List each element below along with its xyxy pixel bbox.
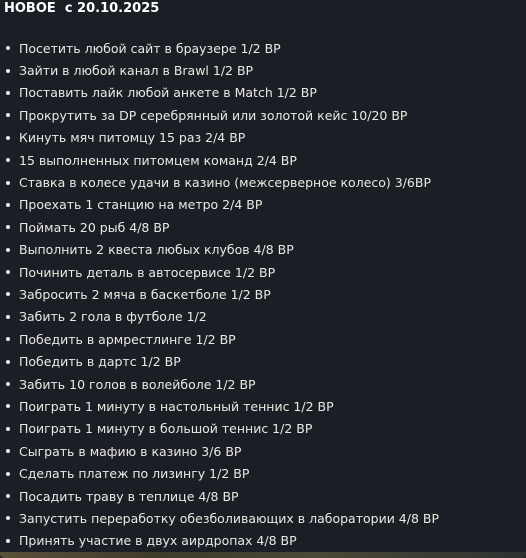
task-item [0, 59, 439, 81]
task-item [0, 239, 439, 261]
task-text: Поиграть 1 минуту в настольный теннис 1/2 BP [19, 398, 334, 414]
bullet-icon [6, 91, 10, 95]
task-list [0, 37, 439, 552]
bullet-icon [6, 292, 10, 296]
bullet-icon [6, 427, 10, 431]
bullet-icon [6, 181, 10, 185]
task-item [0, 395, 439, 417]
task-text: Забросить 2 мяча в баскетболе 1/2 BP [19, 286, 271, 302]
task-item [0, 306, 439, 328]
task-text: Запустить переработку обезболивающих в лаборатории 4/8 BP [19, 510, 439, 526]
bullet-icon [6, 136, 10, 140]
bullet-icon [6, 404, 10, 408]
task-text: Прокрутить за DP серебрянный или золотой кейс 10/20 BP [19, 107, 408, 123]
task-text: Зайти в любой канал в Brawl 1/2 BP [19, 63, 254, 79]
bullet-icon [6, 315, 10, 319]
bullet-icon [6, 270, 10, 274]
task-item [0, 530, 439, 552]
task-text: Сделать платеж по лизингу 1/2 BP [19, 466, 250, 482]
bullet-icon [6, 472, 10, 476]
task-item [0, 418, 439, 440]
task-text: Поймать 20 рыб 4/8 BP [19, 219, 170, 235]
task-item [0, 283, 439, 305]
task-text: Сыграть в мафию в казино 3/6 BP [19, 443, 242, 459]
task-item [0, 373, 439, 395]
bullet-icon [6, 158, 10, 162]
bullet-icon [6, 539, 10, 543]
task-text: Кинуть мяч питомцу 15 раз 2/4 BP [19, 130, 246, 146]
task-item [0, 127, 439, 149]
task-item [0, 485, 439, 507]
task-item [0, 261, 439, 283]
panel-title: НОВОЕ с 20.10.2025 [4, 1, 160, 16]
task-item [0, 328, 439, 350]
task-text: Поиграть 1 минуту в большой теннис 1/2 BP [19, 421, 313, 437]
bullet-icon [6, 203, 10, 207]
task-text: Посадить траву в теплице 4/8 BP [19, 488, 239, 504]
task-text: Победить в армрестлинге 1/2 BP [19, 331, 236, 347]
bullet-icon [6, 360, 10, 364]
bullet-icon [6, 69, 10, 73]
task-text: 15 выполненных питомцем команд 2/4 BP [19, 152, 297, 168]
bullet-icon [6, 382, 10, 386]
task-item [0, 149, 439, 171]
bullet-icon [6, 225, 10, 229]
bullet-icon [6, 449, 10, 453]
task-text: Починить деталь в автосервисе 1/2 BP [19, 264, 276, 280]
task-item [0, 104, 439, 126]
task-item [0, 216, 439, 238]
bullet-icon [6, 113, 10, 117]
task-item [0, 171, 439, 193]
task-item [0, 350, 439, 372]
task-text: Принять участие в двух аирдропах 4/8 BP [19, 533, 297, 549]
bullet-icon [6, 46, 10, 50]
bullet-icon [6, 494, 10, 498]
task-item [0, 37, 439, 59]
task-item [0, 462, 439, 484]
bullet-icon [6, 248, 10, 252]
task-text: Победить в дартс 1/2 BP [19, 354, 181, 370]
task-text: Поставить лайк любой анкете в Match 1/2 BP [19, 85, 317, 101]
bullet-icon [6, 337, 10, 341]
task-text: Проехать 1 станцию на метро 2/4 BP [19, 197, 263, 213]
task-text: Забить 2 гола в футболе 1/2 [19, 309, 207, 325]
task-text: Ставка в колесе удачи в казино (межсерверное колесо) 3/6BP [19, 175, 431, 191]
task-item [0, 194, 439, 216]
task-text: Выполнить 2 квеста любых клубов 4/8 BP [19, 242, 294, 258]
task-item [0, 440, 439, 462]
task-item [0, 82, 439, 104]
task-text: Посетить любой сайт в браузере 1/2 BP [19, 40, 281, 56]
bullet-icon [6, 516, 10, 520]
background-strip [0, 552, 526, 558]
task-item [0, 507, 439, 529]
task-text: Забить 10 голов в волейболе 1/2 BP [19, 376, 256, 392]
